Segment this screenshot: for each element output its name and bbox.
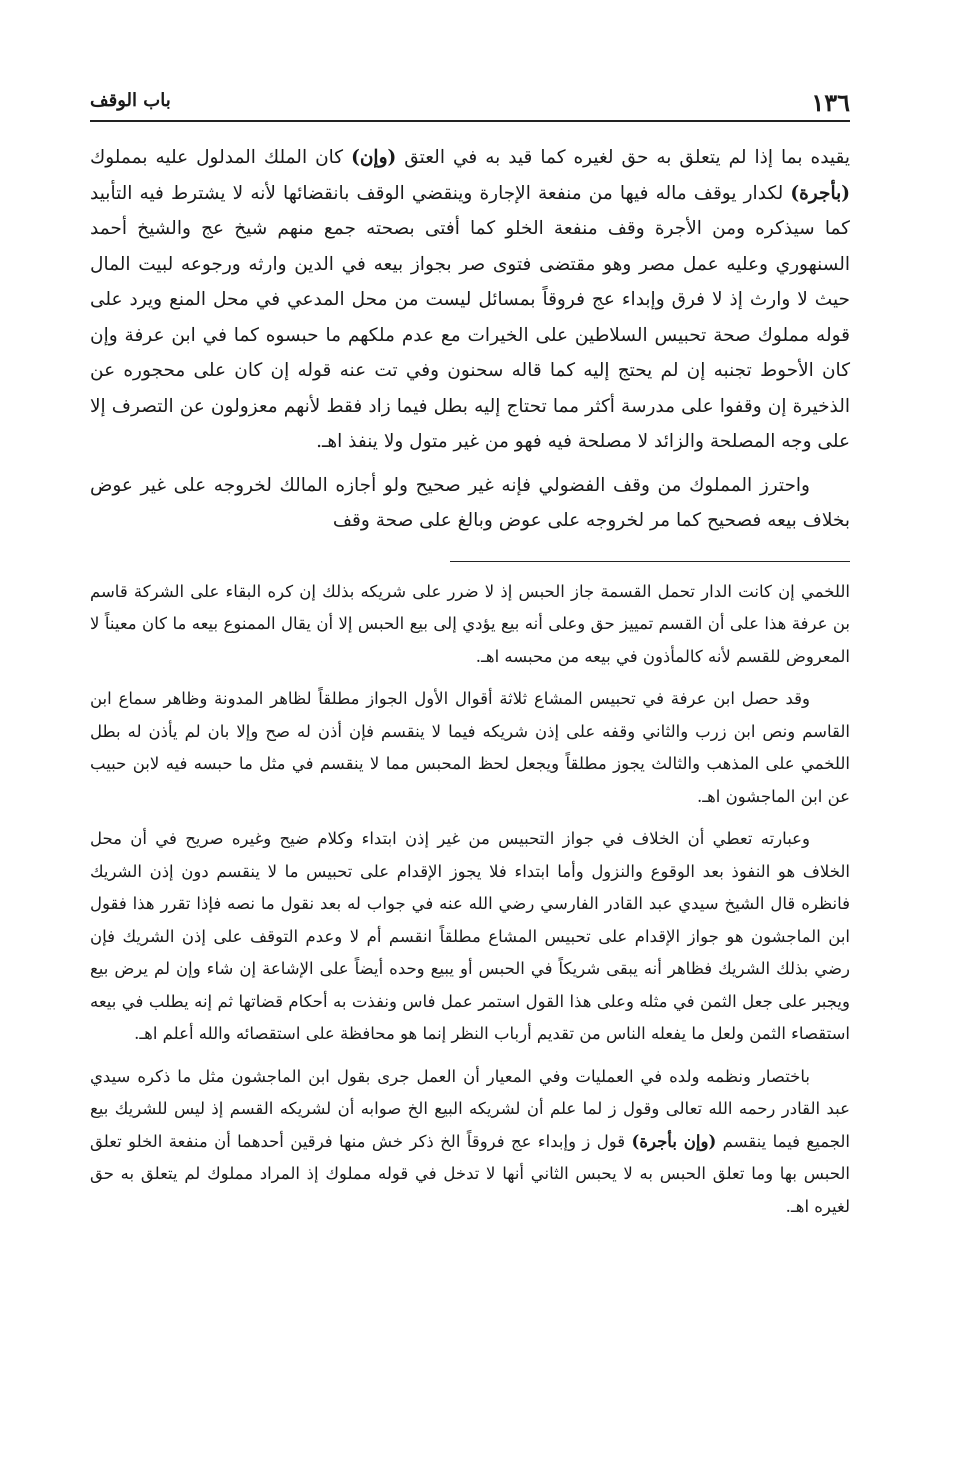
text-run: وعبارته تعطي أن الخلاف في جواز التحبيس من غير إذن ابتداء وكلام ضيح وغيره صريح في أن محل الخلاف هو النفوذ بعد الوقوع والنزول وأما ابتداء فلا يجوز الإقدام على تحبيس ما لا ينقسم دون إذن الشريك فانظره قال الشيخ سيدي عبد القادر الفارسي رضي الله عنه في جواب له بعد نقول ما نصه فإذا تقرر هذا فقول ابن الماجشون هو جواز الإقدام على تحبيس المشاع مطلقاً انقسم أم لا وعدم التوقف على إذن الشريك فإن رضي بذلك الشريك فظاهر أنه يبقى شريكاً في الحبس أو يبيع وحده أيضاً على الإشاعة إن شاء وإن لم يرض بيع ويجبر على جعل الثمن في مثله وعلى هذا القول استمر عمل فاس ونفذت به أحكام قضاتها ثم إنه يطلب في بيعه استقصاء الثمن ولعل ما يفعله الناس من تقديم أرباب النظر إنما هو محافظة على استقصائه والله أعلم اهـ. (90, 829, 850, 1043)
bold-matn-quote: (وإن بأجرة) (631, 1131, 717, 1151)
main-text (90, 140, 850, 539)
footnote-paragraph (90, 823, 850, 1051)
page-header (90, 86, 850, 122)
chapter-title: باب الوقف (90, 90, 181, 111)
text-run: كان الملك المدلول عليه بمملوك (90, 147, 352, 168)
text-run: وقد حصل ابن عرفة في تحبيس المشاع ثلاثة أقوال الأول الجواز مطلقاً لظاهر المدونة وظاهر سماع ابن القاسم ونص ابن زرب والثاني وقفه على إذن شريكه فيما لا ينقسم فإن أذن له صح وإلا بان لم يأذن له بطل اللخمي على المذهب والثالث يجوز مطلقاً ويجعل لحظ المحبس مما لا ينقسم في مثل ما حبسه فيه لابن حبيب عن ابن الماجشون اهـ. (90, 689, 850, 806)
text-run: باختصار ونظمه ولده في العمليات وفي المعيار أن العمل جرى بقول ابن الماجشون مثل ما ذكره سيدي عبد القادر رحمه الله تعالى وقول ز لما علم أن لشريكه البيع الخ صوابه أن لشريكه القسم إذ ليس للشريك بيع الجميع فيما ينقسم (90, 1066, 850, 1151)
footnotes (90, 576, 850, 1224)
main-paragraph (90, 468, 850, 539)
footnote-paragraph (90, 1061, 850, 1224)
page-number: ١٣٦ (801, 88, 850, 117)
text-run: قول ز وإبداء عج فروقاً الخ ذكر خش منها فرقين أحدهما أن منفعة الخلو تعلق الحبس بها وما تعلق الحبس به لا يحبس الثاني أنها لا تدخل في قوله مملوك إذ المراد مملوك لم يتعلق به حق لغيره اهـ. (90, 1131, 850, 1216)
main-paragraph (90, 140, 850, 460)
text-run: لكدار يوقف ماله فيها من منفعة الإجارة وينقضي الوقف بانقضائها لأنه لا يشترط فيه التأبيد كما سيذكره ومن الأجرة وقف منفعة الخلو كما أفتى بصحته جمع منهم شيخ عج والشيخ أحمد السنهوري وعليه عمل مصر وهو مقتضى فتوى صر بجواز بيعه في الدين وارثه ورجوعه لبيت المال حيث لا وارث إذ لا فرق وإبداء عج فروقاً بمسائل ليست من محل المدعي في محل المنع ويرد على قوله مملوك صحة تحبيس السلاطين على الخيرات مع عدم ملكهم ما حبسوه كما في ابن عرفة وإن كان الأحوط تجنبه إن لم يحتج إليه كما قاله سحنون وفي تت عنه قوله إن كان على محجوره عن الذخيرة إن وقفوا على مدرسة أكثر مما تحتاج إليه بطل فيما زاد فقط لأنهم معزولون عن التصرف إلا على وجه المصلحة والزائد لا مصلحة فيه فهو من غير متول ولا ينفذ اهـ. (90, 182, 850, 452)
book-page (90, 86, 850, 1233)
footnote-paragraph (90, 683, 850, 813)
footnote-divider (450, 561, 850, 562)
text-run: يقيده بما إذا لم يتعلق به حق لغيره كما قيد به في العتق (396, 147, 850, 168)
bold-matn-quote: (بأجرة) (790, 182, 850, 204)
text-run: واحترز المملوك من وقف الفضولي فإنه غير صحيح ولو أجازه المالك لخروجه على غير عوض بخلاف بيعه فصحيح كما مر لخروجه على عوض وبالغ على صحة وقف (90, 474, 850, 531)
text-run: اللخمي إن كانت الدار تحمل القسمة جاز الحبس إذ لا ضرر على شريكه بذلك إن كره البقاء على الشركة قاسم بن عرفة هذا على أن القسم تمييز حق وعلى أنه بيع يؤدي إلى بيع الحبس إلا أن يقال الممنوع بيعه ما كان معيناً لا المعروض للقسم لأنه كالمأذون في بيعه من محبسه اهـ. (90, 581, 850, 666)
bold-matn-quote: (وإن) (351, 147, 397, 168)
footnote-paragraph (90, 576, 850, 674)
